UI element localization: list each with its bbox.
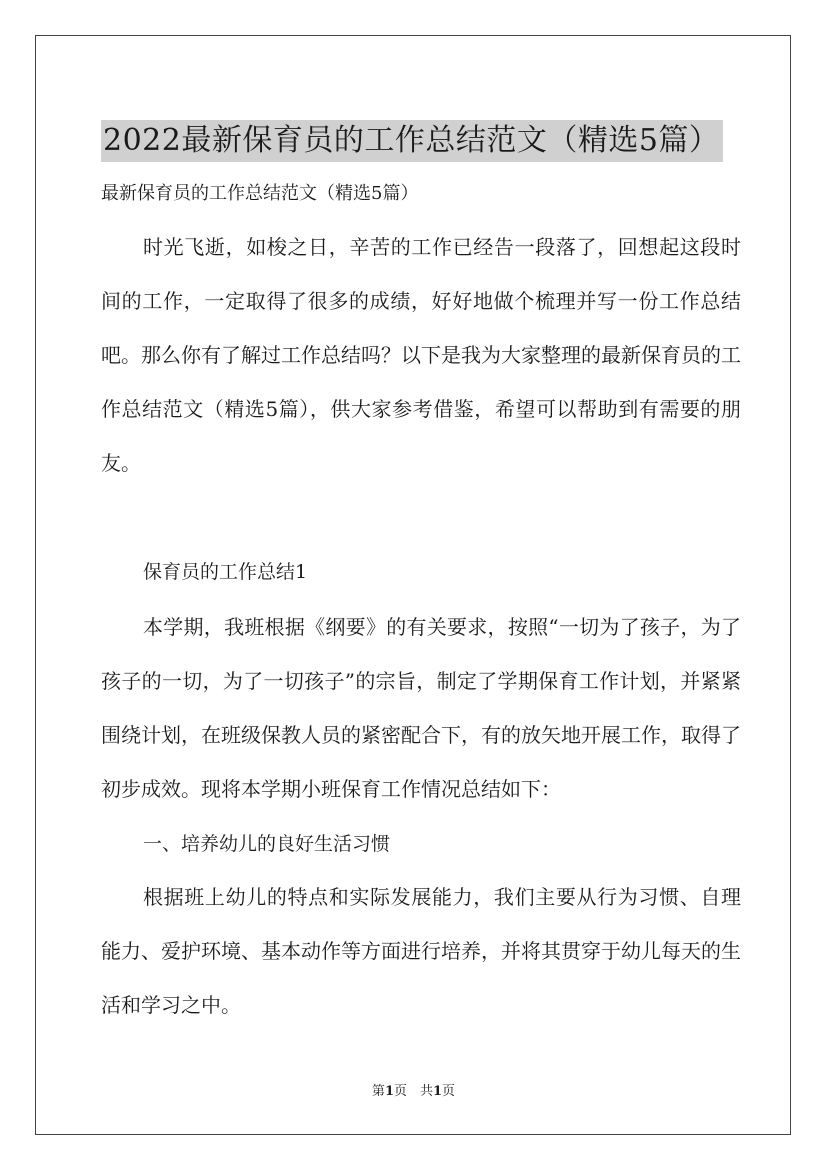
footer-page-prefix: 第: [371, 1084, 385, 1099]
footer-page-mid: 页 共: [393, 1084, 433, 1099]
habits-paragraph: 根据班上幼儿的特点和实际发展能力，我们主要从行为习惯、自理能力、爱护环境、基本动作等方面进行培养，并将其贯穿于幼儿每天的生活和学习之中。: [101, 885, 741, 1017]
intro-paragraph: 时光飞逝，如梭之日，辛苦的工作已经告一段落了，回想起这段时间的工作，一定取得了很多的成绩，好好地做个梳理并写一份工作总结吧。那么你有了解过工作总结吗？以下是我为大家整理的最新保育员的工作总结范文（精选5篇），供大家参考借鉴，希望可以帮助到有需要的朋友。: [101, 235, 741, 475]
document-subtitle: 最新保育员的工作总结范文（精选5篇）: [101, 183, 419, 204]
section-heading-summary-1: 保育员的工作总结1: [143, 561, 308, 583]
page-footer: [0, 1083, 827, 1101]
footer-page-current: 1: [384, 1084, 394, 1099]
summary-paragraph: 本学期，我班根据《纲要》的有关要求，按照“一切为了孩子，为了孩子的一切，为了一切孩子”的宗旨，制定了学期保育工作计划，并紧紧围绕计划，在班级保教人员的紧密配合下，有的放矢地开展工作，取得了初步成效。现将本学期小班保育工作情况总结如下：: [101, 615, 741, 801]
footer-page-suffix: 页: [442, 1084, 456, 1099]
document-title: 2022最新保育员的工作总结范文（精选5篇）: [101, 120, 723, 162]
footer-page-total: 1: [433, 1084, 443, 1099]
section-heading-habits: 一、培养幼儿的良好生活习惯: [143, 833, 391, 855]
